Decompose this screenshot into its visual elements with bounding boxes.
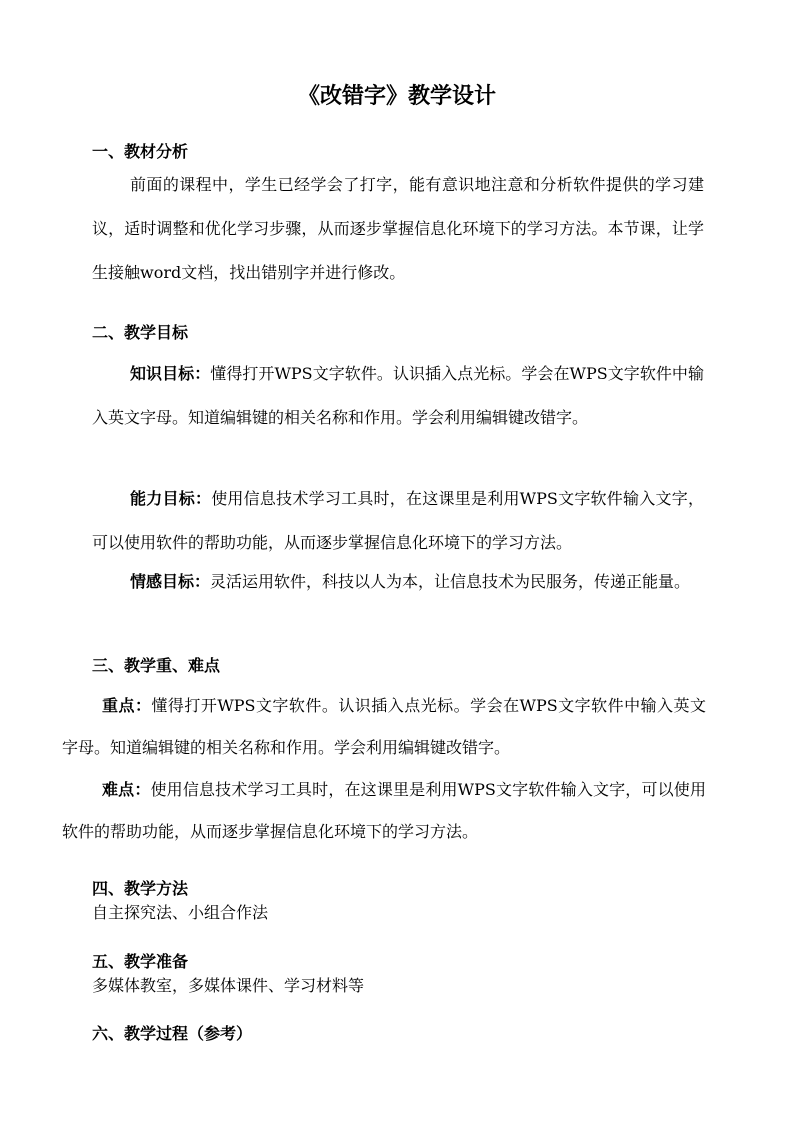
goal-knowledge bbox=[92, 352, 704, 440]
methods-text: 自主探究法、小组合作法 bbox=[92, 903, 269, 922]
goal-emotion-text: 灵活运用软件，科技以人为本，让信息技术为民服务，传递正能量。 bbox=[210, 572, 691, 591]
goal-emotion-label: 情感目标： bbox=[130, 572, 211, 591]
document-title: 《改错字》教学设计 bbox=[297, 84, 496, 109]
section-heading-preparation: 五、教学准备 bbox=[92, 952, 189, 971]
goal-knowledge-label: 知识目标： bbox=[130, 364, 211, 383]
section-heading-key-points: 三、教学重、难点 bbox=[92, 656, 221, 675]
section-heading-analysis: 一、教材分析 bbox=[92, 142, 189, 161]
goal-ability bbox=[92, 477, 704, 565]
key-point-label: 重点： bbox=[102, 696, 152, 715]
key-point-text: 懂得打开WPS文字软件。认识插入点光标。学会在WPS文字软件中输入英文字母。知道编辑键的相关名称和作用。学会利用编辑键改错字。 bbox=[62, 696, 706, 757]
section-heading-goals: 二、教学目标 bbox=[92, 323, 189, 342]
difficult-point-label: 难点： bbox=[102, 780, 151, 799]
preparation-text: 多媒体教室，多媒体课件、学习材料等 bbox=[92, 976, 365, 995]
difficult-point-text: 使用信息技术学习工具时，在这课里是利用WPS文字软件输入文字，可以使用软件的帮助功能，从而逐步掌握信息化环境下的学习方法。 bbox=[62, 780, 706, 841]
goal-knowledge-text: 懂得打开WPS文字软件。认识插入点光标。学会在WPS文字软件中输入英文字母。知道编辑键的相关名称和作用。学会利用编辑键改错字。 bbox=[92, 364, 704, 427]
key-point bbox=[62, 685, 706, 769]
section-heading-methods: 四、教学方法 bbox=[92, 879, 189, 898]
difficult-point bbox=[62, 769, 706, 853]
analysis-paragraph: 前面的课程中，学生已经学会了打字，能有意识地注意和分析软件提供的学习建议，适时调整和优化学习步骤，从而逐步掌握信息化环境下的学习方法。本节课，让学生接触word文档，找出错别字并进行修改。 bbox=[92, 175, 704, 282]
goal-ability-text: 使用信息技术学习工具时，在这课里是利用WPS文字软件输入文字，可以使用软件的帮助功能，从而逐步掌握信息化环境下的学习方法。 bbox=[92, 489, 704, 552]
goal-ability-label: 能力目标： bbox=[130, 489, 212, 508]
section-heading-process: 六、教学过程（参考） bbox=[92, 1024, 253, 1043]
goal-emotion bbox=[92, 560, 704, 604]
